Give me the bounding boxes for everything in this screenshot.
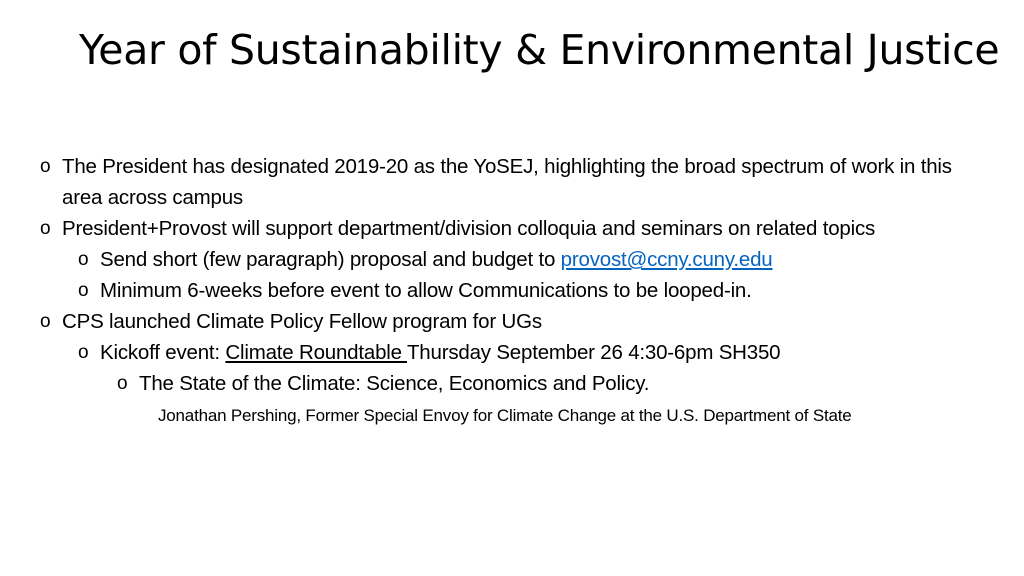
speaker-text: Jonathan Pershing, Former Special Envoy for Climate Change at the U.S. Department of State bbox=[158, 406, 852, 425]
list-item bbox=[36, 368, 996, 399]
list-item-text: President+Provost will support department/division colloquia and seminars on related topics bbox=[62, 217, 876, 240]
list-item bbox=[36, 275, 996, 306]
list-item bbox=[36, 151, 996, 213]
bullet-marker: o bbox=[40, 156, 51, 177]
list-item-text: The State of the Climate: Science, Economics and Policy. bbox=[139, 372, 650, 395]
list-item bbox=[36, 337, 996, 368]
list-item-text: The President has designated 2019-20 as the YoSEJ, highlighting the broad spectrum of work in this area across campus bbox=[62, 155, 952, 209]
bullet-marker: o bbox=[78, 342, 89, 363]
event-name-underlined: Climate Roundtable bbox=[225, 341, 407, 364]
bullet-marker: o bbox=[40, 218, 51, 239]
list-item-text: Kickoff event: bbox=[100, 341, 226, 364]
list-item-text: Send short (few paragraph) proposal and budget to bbox=[100, 248, 561, 271]
list-item-text: CPS launched Climate Policy Fellow program for UGs bbox=[62, 310, 542, 333]
speaker-line bbox=[36, 399, 996, 433]
bullet-list bbox=[36, 151, 996, 433]
bullet-marker: o bbox=[78, 280, 89, 301]
list-item bbox=[36, 244, 996, 275]
bullet-marker: o bbox=[117, 373, 128, 394]
event-details: Thursday September 26 4:30-6pm SH350 bbox=[406, 341, 781, 364]
email-link[interactable]: provost@ccny.cuny.edu bbox=[560, 248, 773, 271]
bullet-marker: o bbox=[78, 249, 89, 270]
list-item-text: Minimum 6-weeks before event to allow Communications to be looped-in. bbox=[100, 279, 752, 302]
list-item bbox=[36, 213, 996, 244]
slide-title: Year of Sustainability & Environmental Justice bbox=[79, 26, 1000, 74]
list-item bbox=[36, 306, 996, 337]
bullet-marker: o bbox=[40, 311, 51, 332]
